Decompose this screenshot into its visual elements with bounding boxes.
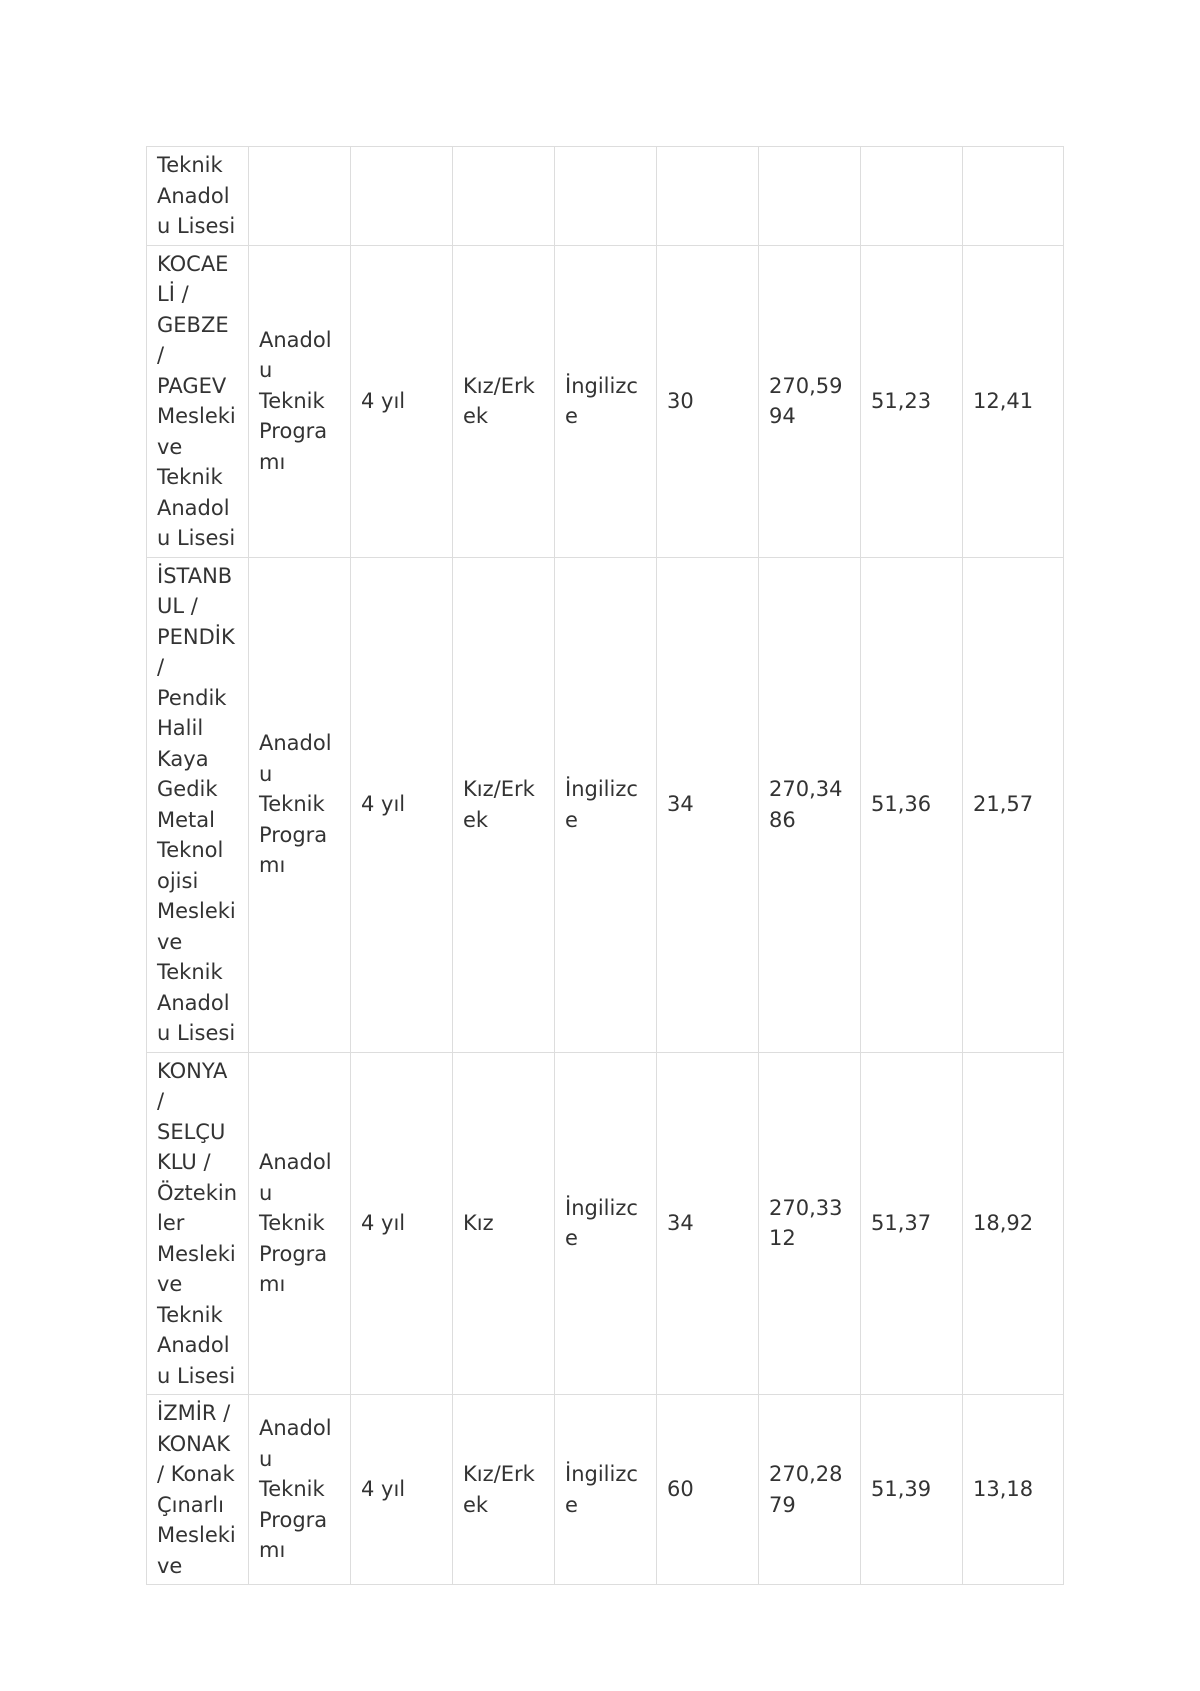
program-cell-line: Progra (259, 1507, 328, 1532)
program-cell (249, 147, 351, 246)
base-score-cell-line: 270,34 (769, 777, 843, 801)
school-name-cell-line: İSTANB (157, 563, 233, 588)
language-cell-line: İngilizc (565, 1195, 638, 1220)
quota-cell-text: 34 (667, 1211, 694, 1235)
language-cell (555, 147, 657, 246)
program-cell-line: Progra (259, 822, 328, 847)
program-cell-line: Teknik (259, 1477, 325, 1502)
school-name-cell (147, 1052, 249, 1395)
school-name-cell-line: GEBZE (157, 312, 229, 337)
duration-cell-text: 4 yıl (361, 792, 406, 817)
school-name-cell-line: KOCAE (157, 251, 229, 276)
school-name-cell (147, 1395, 249, 1585)
percentile-cell (861, 557, 963, 1052)
gender-cell (453, 1395, 555, 1585)
school-name-cell-line: Metal (157, 807, 215, 832)
table-row (147, 245, 1064, 557)
school-name-cell-line: Teknol (157, 838, 224, 862)
base-score-cell-line: 86 (769, 807, 796, 832)
school-name-cell-line: / Konak (157, 1462, 235, 1486)
quota-cell-text: 34 (667, 792, 694, 817)
language-cell (555, 1395, 657, 1585)
program-cell-line: Teknik (259, 1211, 325, 1235)
school-name-cell-line: Mesleki (157, 1241, 236, 1266)
program-cell (249, 557, 351, 1052)
school-name-cell-line: ve (157, 1553, 183, 1578)
gender-cell-line: ek (463, 404, 489, 428)
program-cell (249, 1395, 351, 1585)
program-cell-line: Anadol (259, 1416, 332, 1441)
program-cell-line: mı (259, 1272, 286, 1296)
program-cell-line: Teknik (259, 792, 325, 817)
program-cell-line: u (259, 761, 273, 786)
ratio-cell (963, 1395, 1064, 1585)
program-cell-line: mı (259, 1538, 286, 1563)
base-score-cell (759, 147, 861, 246)
base-score-cell-line: 270,33 (769, 1195, 843, 1220)
school-name-cell-line: Pendik (157, 685, 227, 710)
quota-cell (657, 147, 759, 246)
language-cell-line: e (565, 807, 578, 832)
percentile-cell (861, 245, 963, 557)
school-name-cell-line: Lİ / (157, 282, 189, 306)
school-name-cell-line: Mesleki (157, 1523, 236, 1547)
gender-cell (453, 557, 555, 1052)
duration-cell (351, 245, 453, 557)
program-cell-line: u (259, 1180, 273, 1205)
school-name-cell-line: KONAK (157, 1431, 230, 1456)
duration-cell-text: 4 yıl (361, 388, 406, 413)
school-name-cell-line: Çınarlı (157, 1492, 224, 1517)
ratio-cell-text: 12,41 (973, 388, 1034, 413)
language-cell-line: e (565, 1492, 578, 1517)
base-score-cell-line: 12 (769, 1226, 796, 1251)
school-name-cell-line: KONYA (157, 1058, 228, 1083)
school-name-cell-line: u Lisesi (157, 526, 236, 550)
program-cell-line: Progra (259, 419, 328, 444)
school-name-cell-line: ve (157, 929, 183, 954)
school-name-cell-line: İZMİR / (157, 1401, 231, 1425)
program-cell-line: u (259, 1446, 273, 1471)
language-cell-line: İngilizc (565, 373, 638, 398)
ratio-cell-text: 21,57 (973, 792, 1034, 817)
schools-table (146, 146, 1064, 1585)
gender-cell-line: Kız/Erk (463, 1462, 535, 1486)
school-name-cell-line: Anadol (157, 495, 230, 520)
table-row (147, 557, 1064, 1052)
school-name-cell-line: SELÇU (157, 1119, 226, 1144)
gender-cell-line: Kız (463, 1211, 494, 1235)
duration-cell (351, 1395, 453, 1585)
base-score-cell-line: 79 (769, 1492, 796, 1517)
program-cell (249, 245, 351, 557)
ratio-cell (963, 245, 1064, 557)
school-name-cell-line: Gedik (157, 777, 218, 801)
school-name-cell-line: Anadol (157, 183, 230, 208)
percentile-cell (861, 147, 963, 246)
base-score-cell (759, 1395, 861, 1585)
ratio-cell (963, 1052, 1064, 1395)
school-name-cell-line: PAGEV (157, 373, 227, 398)
duration-cell-text: 4 yıl (361, 1477, 406, 1502)
language-cell (555, 557, 657, 1052)
percentile-cell-text: 51,23 (871, 388, 932, 413)
school-name-cell-line: Mesleki (157, 404, 236, 428)
school-name-cell (147, 557, 249, 1052)
quota-cell (657, 1395, 759, 1585)
base-score-cell (759, 557, 861, 1052)
program-cell-line: Progra (259, 1241, 328, 1266)
ratio-cell (963, 147, 1064, 246)
duration-cell (351, 1052, 453, 1395)
school-name-cell-line: Teknik (157, 153, 223, 177)
gender-cell (453, 147, 555, 246)
school-name-cell-line: Anadol (157, 990, 230, 1015)
base-score-cell (759, 245, 861, 557)
program-cell (249, 1052, 351, 1395)
language-cell-line: e (565, 404, 578, 428)
ratio-cell-text: 13,18 (973, 1477, 1034, 1502)
table-row (147, 147, 1064, 246)
school-name-cell-line: Teknik (157, 1302, 223, 1327)
table-row (147, 1395, 1064, 1585)
percentile-cell (861, 1395, 963, 1585)
table-row (147, 1052, 1064, 1395)
school-name-cell-line: Halil (157, 716, 204, 740)
program-cell-line: mı (259, 853, 286, 878)
school-name-cell-line: ve (157, 1272, 183, 1296)
language-cell (555, 1052, 657, 1395)
gender-cell (453, 245, 555, 557)
school-name-cell (147, 147, 249, 246)
school-name-cell-line: Öztekin (157, 1180, 238, 1205)
school-name-cell-line: UL / (157, 594, 198, 618)
program-cell-line: mı (259, 449, 286, 474)
duration-cell (351, 147, 453, 246)
school-name-cell-line: / (157, 1089, 165, 1113)
school-name-cell-line: KLU / (157, 1150, 211, 1174)
language-cell-line: İngilizc (565, 777, 638, 801)
school-name-cell-line: ler (157, 1211, 185, 1235)
percentile-cell-text: 51,37 (871, 1211, 932, 1235)
school-name-cell-line: / (157, 655, 165, 679)
gender-cell-line: Kız/Erk (463, 373, 535, 398)
school-name-cell-line: ojisi (157, 868, 199, 893)
quota-cell-text: 60 (667, 1477, 694, 1502)
language-cell (555, 245, 657, 557)
gender-cell-line: Kız/Erk (463, 777, 535, 801)
base-score-cell-line: 270,59 (769, 373, 843, 398)
percentile-cell-text: 51,36 (871, 792, 932, 817)
base-score-cell-line: 94 (769, 404, 796, 428)
gender-cell-line: ek (463, 807, 489, 832)
school-name-cell-line: u Lisesi (157, 214, 236, 238)
base-score-cell (759, 1052, 861, 1395)
program-cell-line: Teknik (259, 388, 325, 413)
gender-cell (453, 1052, 555, 1395)
language-cell-line: İngilizc (565, 1462, 638, 1486)
quota-cell (657, 1052, 759, 1395)
ratio-cell (963, 557, 1064, 1052)
percentile-cell (861, 1052, 963, 1395)
program-cell-line: Anadol (259, 731, 332, 756)
school-name-cell-line: PENDİK (157, 624, 235, 649)
school-name-cell-line: Teknik (157, 465, 223, 489)
school-name-cell-line: Kaya (157, 746, 209, 771)
school-name-cell-line: Mesleki (157, 899, 236, 923)
ratio-cell-text: 18,92 (973, 1211, 1034, 1235)
school-name-cell-line: ve (157, 434, 183, 459)
program-cell-line: Anadol (259, 327, 332, 352)
school-name-cell-line: / (157, 343, 165, 367)
program-cell-line: u (259, 358, 273, 383)
quota-cell-text: 30 (667, 388, 694, 413)
school-name-cell-line: Anadol (157, 1333, 230, 1357)
gender-cell-line: ek (463, 1492, 489, 1517)
school-name-cell-line: Teknik (157, 960, 223, 984)
language-cell-line: e (565, 1226, 578, 1251)
school-name-cell-line: u Lisesi (157, 1363, 236, 1388)
school-name-cell (147, 245, 249, 557)
percentile-cell-text: 51,39 (871, 1477, 932, 1502)
program-cell-line: Anadol (259, 1150, 332, 1174)
table-body (147, 147, 1064, 1585)
duration-cell (351, 557, 453, 1052)
duration-cell-text: 4 yıl (361, 1211, 406, 1235)
school-name-cell-line: u Lisesi (157, 1021, 236, 1045)
quota-cell (657, 245, 759, 557)
base-score-cell-line: 270,28 (769, 1462, 843, 1486)
quota-cell (657, 557, 759, 1052)
